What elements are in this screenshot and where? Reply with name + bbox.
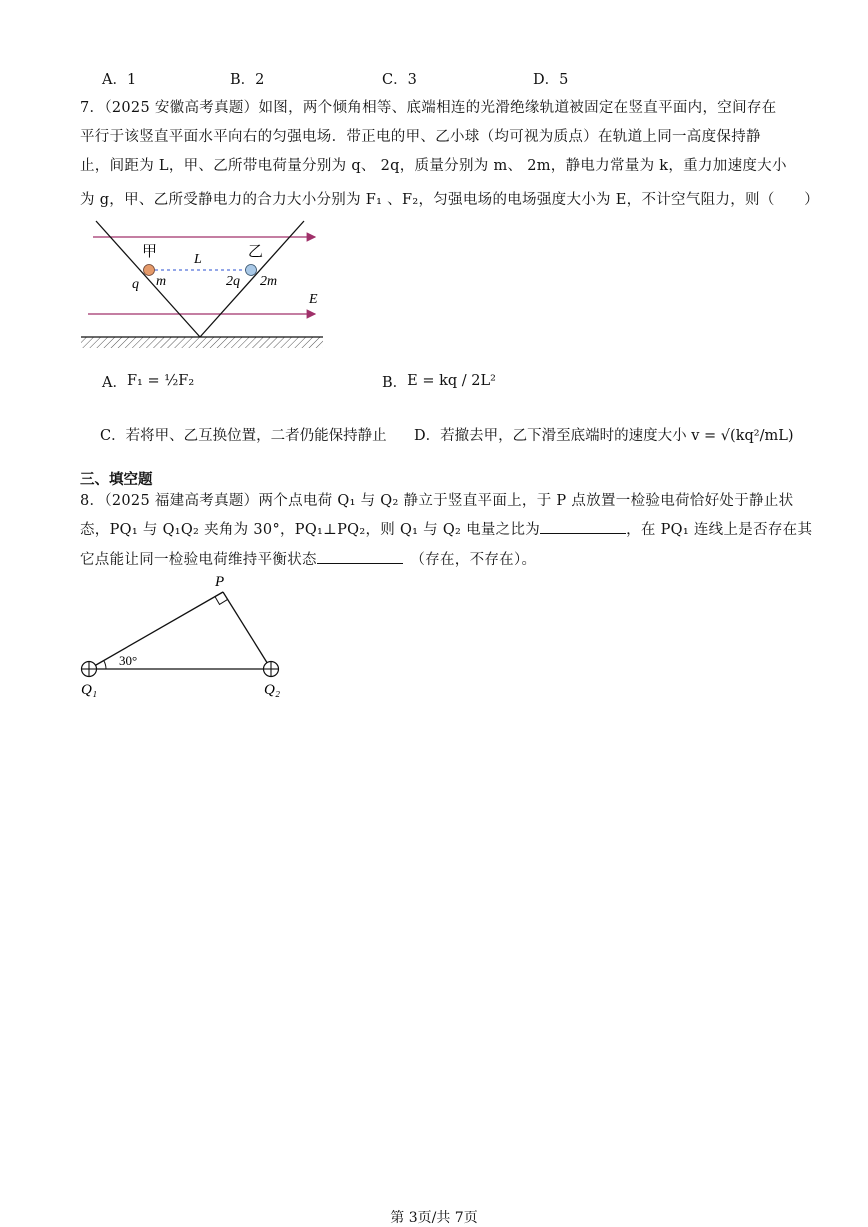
- section-title: 三、填空题: [80, 471, 153, 488]
- q7-option-c: C．若将甲、乙互换位置，二者仍能保持静止: [100, 428, 387, 444]
- side-pq2: [223, 592, 271, 669]
- label-2m: 2m: [260, 274, 278, 289]
- q7-option-a-formula: F₁ = ½F₂: [126, 373, 195, 389]
- label-p: P: [215, 574, 225, 590]
- q7-option-b-label: B．: [382, 374, 408, 391]
- q7-option-b: [382, 366, 496, 396]
- right-angle-mark: [215, 592, 227, 604]
- q6-option-d: D．5: [533, 72, 569, 88]
- q7-line-2: 平行于该竖直平面水平向右的匀强电场．带正电的甲、乙小球（均可视为质点）在轨道上同一高度保持静: [80, 129, 761, 145]
- page-footer: 第 3页/共 7页: [390, 1210, 478, 1226]
- label-jia: 甲: [142, 242, 158, 260]
- answer-blank-2[interactable]: [317, 551, 403, 564]
- label-m: m: [156, 274, 167, 289]
- left-track: [96, 221, 200, 337]
- label-angle: 30°: [119, 653, 138, 668]
- q7-line-3: 止，间距为 L，甲、乙所带电荷量分别为 q、 2q，质量分别为 m、 2m，静电力常量为 k，重力加速度大小: [80, 158, 787, 174]
- ground: [81, 337, 323, 348]
- ball-jia: [144, 265, 155, 276]
- label-E: E: [309, 292, 318, 307]
- q7-option-a-label: A．: [102, 374, 127, 391]
- q7-line-4: 为 g，甲、乙所受静电力的合力大小分别为 F₁ 、F₂，匀强电场的电场强度大小为 E，不计空气阻力，则（ ）: [80, 192, 820, 208]
- label-yi: 乙: [248, 242, 264, 260]
- q7-track-figure: [78, 218, 328, 352]
- q8-line-1: 8．（2025 福建高考真题）两个点电荷 Q₁ 与 Q₂ 静立于竖直平面上，于 P 点放置一检验电荷恰好处于静止状: [80, 493, 794, 509]
- side-pq1: [89, 592, 223, 669]
- q6-option-c: C．3: [382, 72, 417, 88]
- q7-option-d: D．若撤去甲，乙下滑至底端时的速度大小 v = √(kq²/mL): [414, 428, 794, 444]
- q8-line-3-b: （存在，不存在）。: [417, 552, 537, 568]
- q8-line-2-b: ，在 PQ₁ 连线上是否存在其: [626, 522, 813, 538]
- right-track: [200, 221, 304, 337]
- q8-line-3: [80, 548, 536, 569]
- label-2q: 2q: [226, 274, 240, 289]
- q7-line-1: 7．（2025 安徽高考真题）如图，两个倾角相等、底端相连的光滑绝缘轨道被固定在竖直平面内，空间存在: [80, 100, 777, 116]
- q8-line-2-a: 态，PQ₁ 与 Q₁Q₂ 夹角为 30°，PQ₁⊥PQ₂，则 Q₁ 与 Q₂ 电量之比为: [80, 522, 541, 538]
- label-q: q: [132, 277, 139, 292]
- q7-option-a: [102, 366, 194, 396]
- q8-line-2: [80, 518, 812, 539]
- angle-arc: [104, 661, 106, 670]
- q8-line-3-a: 它点能让同一检验电荷维持平衡状态: [80, 552, 317, 568]
- label-q2: Q₂: [264, 682, 281, 698]
- label-L: L: [194, 252, 202, 267]
- q8-triangle-figure: [76, 574, 290, 704]
- q6-option-a: A．1: [102, 72, 137, 88]
- ball-yi: [246, 265, 257, 276]
- q6-option-b: B．2: [230, 72, 265, 88]
- answer-blank-1[interactable]: [540, 521, 626, 534]
- q7-option-b-formula: E = kq / 2L²: [407, 373, 496, 389]
- label-q1: Q₁: [81, 682, 98, 698]
